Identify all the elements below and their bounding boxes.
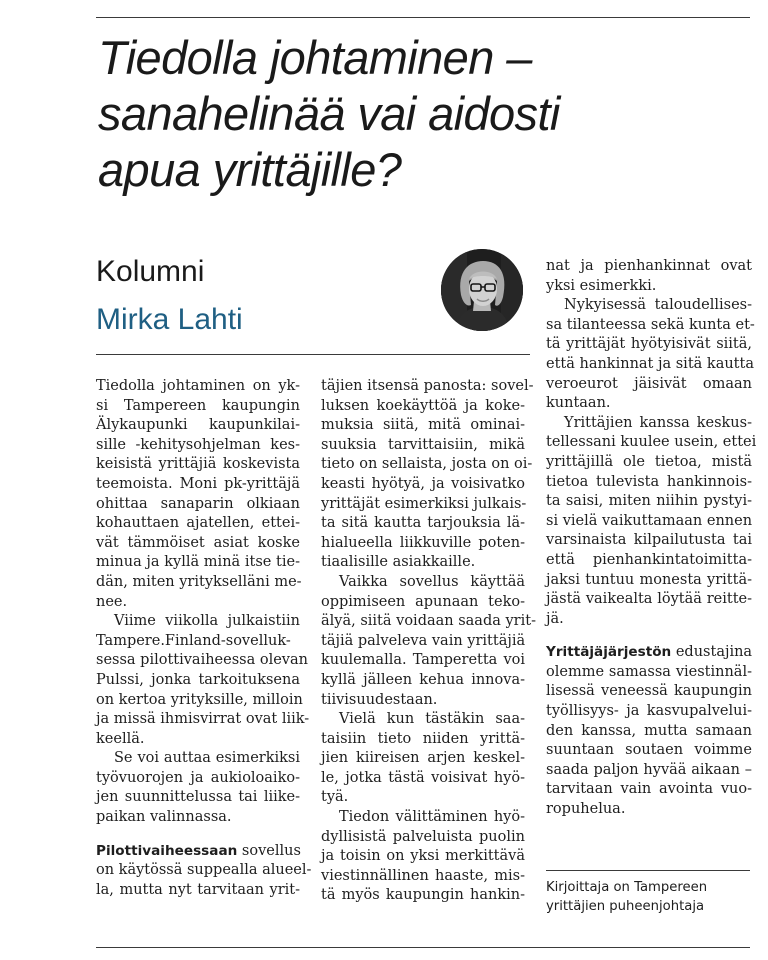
body-line: jaksi tuntuu monesta yrittä-	[546, 571, 752, 588]
body-line: kyllä jälleen kehua innova-	[321, 671, 525, 688]
header-rule	[96, 354, 530, 355]
body-line: lisessä veneessä kaupungin	[546, 683, 752, 700]
body-line: ropuhelua.	[546, 801, 626, 818]
body-line: kohauttaen ajatellen, ettei-	[96, 515, 300, 532]
credit-rule	[546, 870, 750, 871]
body-line: tyä.	[321, 789, 349, 806]
body-line: täjien itsensä panosta: sovel-	[321, 378, 534, 394]
body-line: dyllisistä palveluista puolin	[321, 828, 525, 845]
headline	[98, 30, 738, 198]
body-line: le, jotka tästä voisivat hyö-	[321, 769, 525, 786]
author-name: Mirka Lahti	[96, 303, 243, 336]
body-line: suuksia tarvittaisiin, mikä	[321, 436, 525, 453]
article-column-3	[546, 257, 757, 820]
body-line: tiivisuudestaan.	[321, 691, 438, 708]
body-line: sa tilanteessa sekä kunta et-	[546, 316, 755, 333]
lead-in-bold: Yrittäjäjärjestön	[546, 644, 672, 661]
body-line: hialueella liikkuville poten-	[321, 534, 525, 551]
body-line: yksi esimerkki.	[546, 277, 657, 294]
body-line: Vaikka sovellus käyttää	[339, 573, 525, 590]
body-line: paikan valinnassa.	[96, 809, 232, 826]
body-line: Viime viikolla julkaistiin	[114, 613, 300, 630]
article-column-1	[96, 377, 312, 900]
body-line: että pienhankintatoimitta-	[546, 551, 752, 568]
body-line: teemoista. Moni pk-yrittäjä	[96, 475, 300, 492]
body-line: la, mutta nyt tarvitaan yrit-	[96, 881, 300, 898]
body-line: tieto on sellaista, josta on oi-	[321, 456, 533, 473]
body-line: ja toisin on yksi merkittävä	[321, 848, 525, 865]
portrait-image	[441, 249, 523, 331]
body-line: veroeurot jäisivät omaan	[546, 375, 752, 392]
body-line: älyä, siitä voidaan saada yrit-	[321, 613, 536, 630]
headline-line: Tiedolla johtaminen –	[98, 31, 532, 84]
body-line: Älykaupunki kaupunkilai-	[96, 417, 300, 434]
headline-line: apua yrittäjille?	[98, 143, 402, 196]
body-line: Nykyisessä taloudellises-	[564, 297, 752, 314]
bottom-rule	[96, 947, 750, 948]
body-line: luksen koekäyttöä ja koke-	[321, 397, 525, 414]
body-line: sille -kehitysohjelman kes-	[96, 436, 300, 453]
body-line: suuntaan soutaen voimme	[546, 742, 752, 759]
lead-in-bold: Pilottivaiheessaan	[96, 842, 238, 859]
body-line: si vielä vaikuttamaan ennen	[546, 512, 753, 529]
body-line: sessa pilottivaiheessa olevan	[96, 652, 308, 669]
body-line: keellä.	[96, 730, 145, 747]
body-line: Tiedolla johtaminen on yk-	[96, 378, 300, 394]
body-line: olemme samassa viestinnäl-	[546, 663, 752, 680]
body-line: ja missä ihmisvirrat ovat liik-	[96, 711, 310, 728]
body-line: dän, miten yritykselläni me-	[96, 573, 302, 590]
body-line: nee.	[96, 593, 128, 610]
body-line: tiaalisille asiakkaille.	[321, 554, 476, 571]
body-line: muksia siitä, mitä ominai-	[321, 417, 525, 434]
body-line: taisiin tieto niiden yrittä-	[321, 730, 525, 747]
body-line: jästä vaikealta löytää reitte-	[546, 591, 752, 608]
body-line: Pulssi, jonka tarkoituksena	[96, 671, 300, 688]
body-line: keasti hyötyä, ja voisivatko	[321, 475, 525, 492]
body-line: jien kiireisen arjen keskel-	[321, 750, 525, 767]
body-line: työllisyys- ja kasvupalvelui-	[546, 703, 752, 720]
body-line: jä.	[546, 610, 564, 627]
body-line: täjiä palveleva vain yrittäjiä	[321, 632, 526, 649]
body-line: ta saisi, miten niihin pystyi-	[546, 493, 752, 510]
body-line: kuntaan.	[546, 395, 611, 412]
body-line: tä myös kaupungin hankin-	[321, 887, 525, 904]
headline-line: sanahelinää vai aidosti	[98, 87, 560, 140]
body-line: oppimiseen apunaan teko-	[321, 593, 525, 610]
body-line: työvuorojen ja aukioloaiko-	[96, 769, 300, 786]
credit-line: yrittäjien puheenjohtaja	[546, 899, 705, 914]
body-line: tellessani kuulee usein, ettei	[546, 434, 757, 451]
body-line	[546, 643, 752, 663]
body-line: on käytössä suppealla alueel-	[96, 862, 312, 879]
article-column-2	[321, 377, 536, 906]
body-line: että hankinnat ja sitä kautta	[546, 355, 754, 372]
body-line: ohittaa sanaparin olkiaan	[96, 495, 300, 512]
body-line: tä yrittäjät hyötyisivät siitä,	[546, 336, 752, 353]
body-line: Tampere.Finland-sovelluk-	[96, 632, 291, 649]
credit-line: Kirjoittaja on Tampereen	[546, 880, 708, 895]
author-portrait	[441, 249, 523, 331]
body-line	[96, 842, 300, 862]
body-line: nat ja pienhankinnat ovat	[546, 258, 752, 274]
body-line: tietoa tulevista hankinnois-	[546, 473, 752, 490]
body-line: keisistä yrittäjiä koskevista	[96, 456, 300, 473]
body-line: minua ja kyllä minä itse tie-	[96, 554, 300, 571]
top-rule	[96, 17, 750, 18]
body-line: varsinaista kilpailutusta tai	[546, 532, 752, 549]
body-line: Vielä kun tästäkin saa-	[339, 711, 525, 728]
body-line: on kertoa yrityksille, milloin	[96, 691, 303, 708]
body-line: ta sitä kautta tarjouksia lä-	[321, 515, 525, 532]
body-line: yrittäjät esimerkiksi julkais-	[321, 495, 527, 512]
body-line: si Tampereen kaupungin	[96, 397, 300, 414]
body-line-tail: sovellus	[237, 842, 301, 859]
body-line: kuulemalla. Tamperetta voi	[321, 652, 525, 669]
body-line: yrittäjillä ole tietoa, mistä	[546, 453, 752, 470]
body-line: den kanssa, mutta samaan	[546, 722, 752, 739]
body-line: viestinnällinen haaste, mis-	[321, 867, 525, 884]
body-line: Se voi auttaa esimerkiksi	[114, 750, 300, 767]
body-line: saada paljon hyvää aikaan –	[546, 761, 752, 778]
body-line: jen suunnittelussa tai liike-	[96, 789, 300, 806]
section-label: Kolumni	[96, 255, 205, 288]
body-line-tail: edustajina	[671, 644, 753, 661]
body-line: tarvitaan vain avointa vuo-	[546, 781, 752, 798]
body-line: Tiedon välittäminen hyö-	[339, 809, 525, 826]
body-line: vät tämmöiset asiat koske	[96, 534, 300, 551]
body-line: Yrittäjien kanssa keskus-	[564, 414, 752, 431]
author-credit	[546, 878, 752, 916]
